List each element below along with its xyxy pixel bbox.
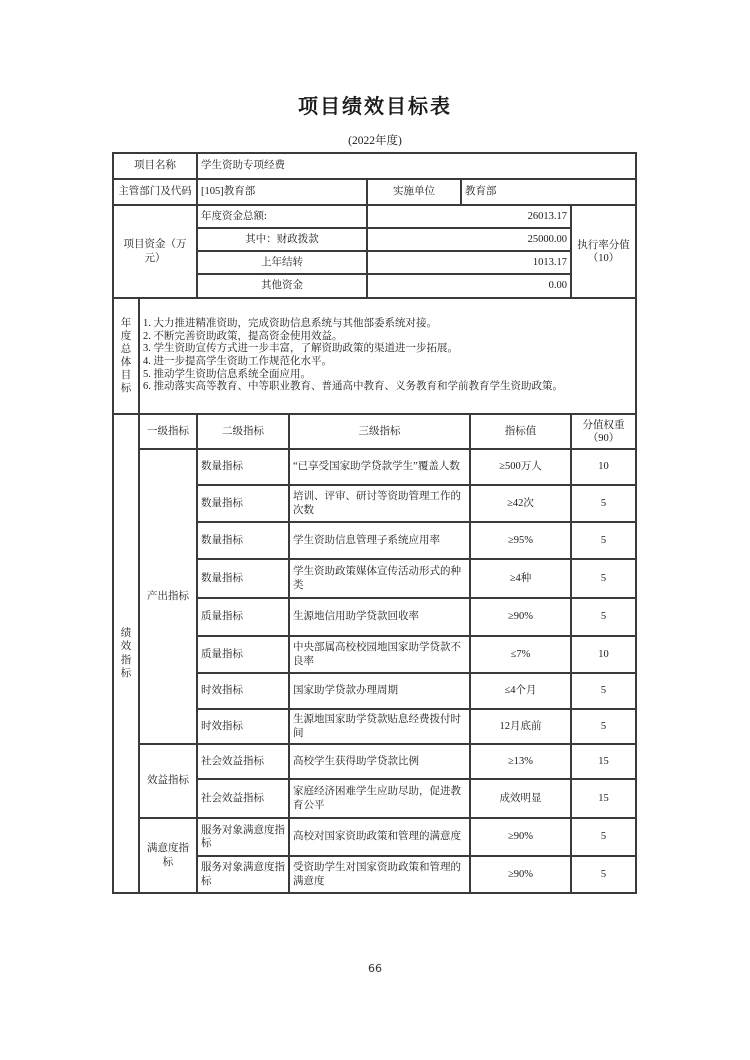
goal-line-3: 3. 学生资助宣传方式进一步丰富，了解资助政策的渠道进一步拓展。 xyxy=(143,343,458,355)
indicator-row-11-level2-cell: 服务对象满意度指标 xyxy=(197,818,289,856)
project-name-value-cell: 学生资助专项经费 xyxy=(197,153,636,179)
indicator-row-11 xyxy=(113,818,636,856)
indicator-row-11-value-cell: ≥90% xyxy=(470,818,571,856)
indicator-header-row xyxy=(113,414,636,449)
indicator-row-6-level3-cell: 中央部属高校校园地国家助学贷款不良率 xyxy=(289,636,470,673)
indicator-row-1-level3-cell: “已享受国家助学贷款学生”覆盖人数 xyxy=(289,449,470,485)
indicator-row-7-weight-cell: 5 xyxy=(571,673,636,709)
goal-line-1: 1. 大力推进精准资助，完成资助信息系统与其他部委系统对接。 xyxy=(143,318,437,330)
page-number: 66 xyxy=(368,962,382,975)
indicator-row-12-weight-cell: 5 xyxy=(571,856,636,893)
project-name-label-cell: 项目名称 xyxy=(113,153,197,179)
indicator-row-10-level2-cell: 社会效益指标 xyxy=(197,779,289,818)
indicator-row-7-level2-cell: 时效指标 xyxy=(197,673,289,709)
indicator-row-8-value-cell: 12月底前 xyxy=(470,709,571,744)
indicator-row-12-level2-cell: 服务对象满意度指标 xyxy=(197,856,289,893)
indicator-row-1-weight-cell: 10 xyxy=(571,449,636,485)
indicator-row-1-level2-cell: 数量指标 xyxy=(197,449,289,485)
impl-unit-label-cell: 实施单位 xyxy=(367,179,461,205)
indicator-row-11-weight-cell: 5 xyxy=(571,818,636,856)
goal-line-4: 4. 进一步提高学生资助工作规范化水平。 xyxy=(143,356,332,367)
department-label-cell: 主管部门及代码 xyxy=(113,179,197,205)
funding-other-label-cell: 其他资金 xyxy=(197,274,367,298)
execution-rate-score-line1: 执行率分值 xyxy=(577,239,630,251)
indicator-row-5-weight-cell: 5 xyxy=(571,598,636,636)
indicator-row-3-weight-cell: 5 xyxy=(571,522,636,559)
impl-unit-value-cell: 教育部 xyxy=(461,179,636,205)
indicator-row-9 xyxy=(113,744,636,779)
department-row xyxy=(113,179,636,205)
header-value-cell: 指标值 xyxy=(470,414,571,449)
indicator-row-9-level2-cell: 社会效益指标 xyxy=(197,744,289,779)
indicator-row-1-value-cell: ≥500万人 xyxy=(470,449,571,485)
header-weight-line2: （90） xyxy=(587,432,620,444)
annual-goals-cell xyxy=(139,298,636,414)
indicator-row-2-level3-cell: 培训、评审、研讨等资助管理工作的次数 xyxy=(289,485,470,522)
indicator-row-10-level3-cell: 家庭经济困难学生应助尽助，促进教育公平 xyxy=(289,779,470,818)
indicator-row-7-level3-cell: 国家助学贷款办理周期 xyxy=(289,673,470,709)
funding-row-total xyxy=(113,205,636,228)
page-title: 项目绩效目标表 xyxy=(298,96,452,118)
group-satisfaction-cell: 满意度指标 xyxy=(139,818,197,893)
header-weight-line1: 分值权重 xyxy=(582,419,625,431)
indicator-row-8-level3-cell: 生源地国家助学贷款贴息经费拨付时间 xyxy=(289,709,470,744)
indicator-row-8-level2-cell: 时效指标 xyxy=(197,709,289,744)
indicator-row-5-level2-cell: 质量指标 xyxy=(197,598,289,636)
indicator-row-5-value-cell: ≥90% xyxy=(470,598,571,636)
execution-rate-score-cell xyxy=(571,205,636,298)
header-level2-cell: 二级指标 xyxy=(197,414,289,449)
indicator-row-6-weight-cell: 10 xyxy=(571,636,636,673)
indicator-row-3-level3-cell: 学生资助信息管理子系统应用率 xyxy=(289,522,470,559)
indicator-row-10-value-cell: 成效明显 xyxy=(470,779,571,818)
indicator-row-8-weight-cell: 5 xyxy=(571,709,636,744)
performance-target-table xyxy=(112,152,637,894)
indicator-row-3-value-cell: ≥95% xyxy=(470,522,571,559)
indicator-row-2-weight-cell: 5 xyxy=(571,485,636,522)
execution-rate-score-line2: （10） xyxy=(587,252,620,264)
group-output-cell: 产出指标 xyxy=(139,449,197,744)
indicators-side-label-cell: 绩效指标 xyxy=(113,414,139,893)
indicator-row-5-level3-cell: 生源地信用助学贷款回收率 xyxy=(289,598,470,636)
indicator-row-6-level2-cell: 质量指标 xyxy=(197,636,289,673)
indicator-row-11-level3-cell: 高校对国家资助政策和管理的满意度 xyxy=(289,818,470,856)
funding-total-value-cell: 26013.17 xyxy=(367,205,571,228)
annual-goals-row xyxy=(113,298,636,414)
indicator-row-9-level3-cell: 高校学生获得助学贷款比例 xyxy=(289,744,470,779)
funding-other-value-cell: 0.00 xyxy=(367,274,571,298)
department-value-cell: [105]教育部 xyxy=(197,179,367,205)
funding-label-cell: 项目资金（万元） xyxy=(113,205,197,298)
indicator-row-7-value-cell: ≤4个月 xyxy=(470,673,571,709)
goal-line-6: 6. 推动落实高等教育、中等职业教育、普通高中教育、义务教育和学前教育学生资助政策。 xyxy=(143,381,563,393)
funding-carryover-label-cell: 上年结转 xyxy=(197,251,367,274)
funding-fiscal-label-cell: 其中：财政拨款 xyxy=(197,228,367,251)
indicator-row-10-weight-cell: 15 xyxy=(571,779,636,818)
indicator-row-2-level2-cell: 数量指标 xyxy=(197,485,289,522)
project-name-row xyxy=(113,153,636,179)
funding-carryover-value-cell: 1013.17 xyxy=(367,251,571,274)
indicator-row-9-weight-cell: 15 xyxy=(571,744,636,779)
header-level3-cell: 三级指标 xyxy=(289,414,470,449)
funding-fiscal-value-cell: 25000.00 xyxy=(367,228,571,251)
page-subtitle: (2022年度) xyxy=(348,135,402,147)
funding-total-label-cell: 年度资金总额: xyxy=(197,205,367,228)
group-benefit-cell: 效益指标 xyxy=(139,744,197,818)
goal-line-5: 5. 推动学生资助信息系统全面应用。 xyxy=(143,368,311,380)
indicator-row-1 xyxy=(113,449,636,485)
indicator-row-12-value-cell: ≥90% xyxy=(470,856,571,893)
indicator-row-3-level2-cell: 数量指标 xyxy=(197,522,289,559)
header-weight-cell xyxy=(571,414,636,449)
indicator-row-4-level3-cell: 学生资助政策媒体宣传活动形式的种类 xyxy=(289,559,470,598)
header-level1-cell: 一级指标 xyxy=(139,414,197,449)
indicator-row-6-value-cell: ≤7% xyxy=(470,636,571,673)
indicator-row-9-value-cell: ≥13% xyxy=(470,744,571,779)
indicator-row-4-level2-cell: 数量指标 xyxy=(197,559,289,598)
indicator-row-2-value-cell: ≥42次 xyxy=(470,485,571,522)
indicator-row-12-level3-cell: 受资助学生对国家资助政策和管理的满意度 xyxy=(289,856,470,893)
goal-line-2: 2. 不断完善资助政策，提高资金使用效益。 xyxy=(143,330,343,342)
indicator-row-4-weight-cell: 5 xyxy=(571,559,636,598)
indicator-row-4-value-cell: ≥4种 xyxy=(470,559,571,598)
annual-goals-label-cell: 年度总体目标 xyxy=(113,298,139,414)
